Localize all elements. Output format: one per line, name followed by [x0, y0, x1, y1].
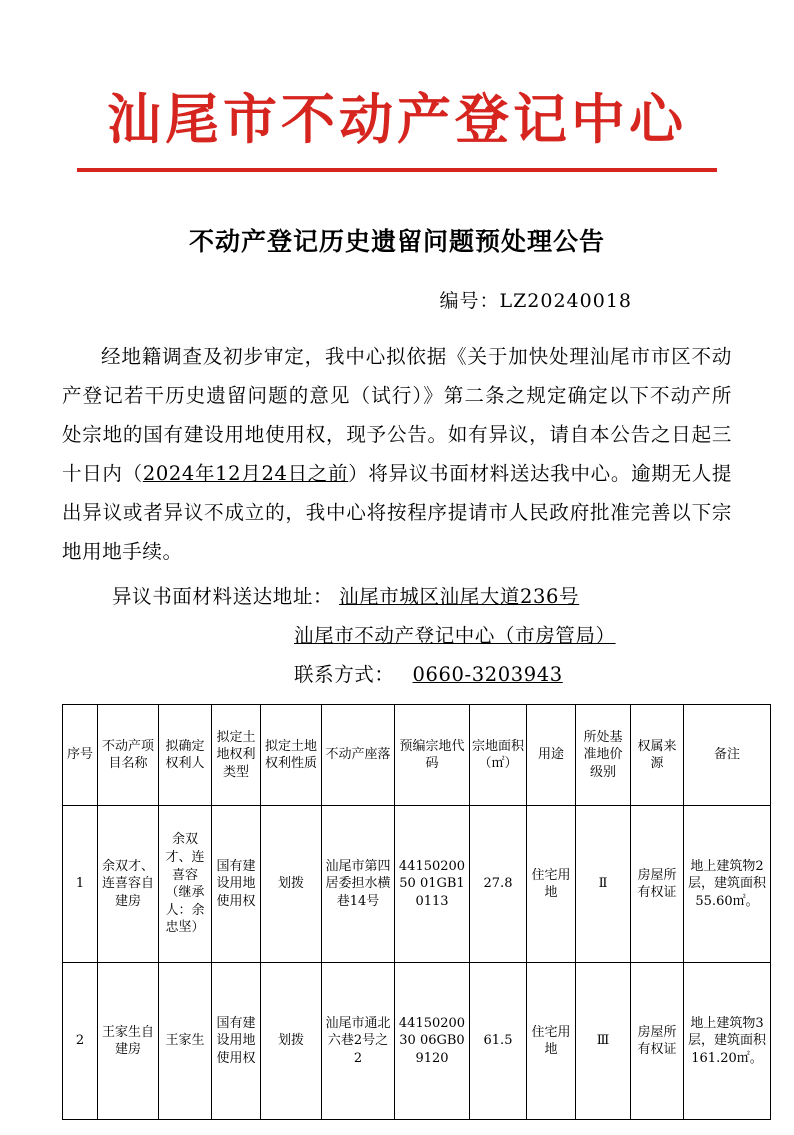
- announcement-paragraph: [62, 337, 732, 571]
- table-header-cell: 用途: [527, 705, 576, 806]
- table-header-cell: 拟确定权利人: [159, 705, 212, 806]
- cell-price-level: Ⅲ: [576, 963, 631, 1120]
- deadline-date: 2024年12月24日之前: [142, 462, 349, 486]
- table-header-cell: 拟定土地权利性质: [261, 705, 322, 806]
- document-number: 编号：LZ20240018: [439, 290, 632, 313]
- table-header-cell: 权属来源: [631, 705, 684, 806]
- cell-parcel-code: 4415020050 01GB10113: [395, 806, 470, 963]
- cell-index: 2: [63, 963, 98, 1120]
- contact-label: 联系方式：: [294, 663, 395, 687]
- table-header-cell: 所处基准地价级别: [576, 705, 631, 806]
- paragraph-part-1: 经地籍调查及初步审定，我中心拟依据《关于加快处理汕尾市市区不动产登记若干历史遗留问题的意见（试行）》第二条之规定确定以下不动产所处宗地的国有建设用地使用权，现予公告。如有异议，请自本公告之日起三十日内（: [62, 345, 732, 486]
- table-row: [63, 806, 771, 963]
- address-line-2: [62, 616, 732, 655]
- table-header-cell: 拟定土地权利类型: [212, 705, 261, 806]
- table-header-cell: 备注: [684, 705, 771, 806]
- cell-location: 汕尾市第四居委担水横巷14号: [322, 806, 395, 963]
- cell-price-level: Ⅱ: [576, 806, 631, 963]
- cell-area: 27.8: [470, 806, 527, 963]
- cell-land-right-nature: 划拨: [261, 806, 322, 963]
- masthead-divider: [77, 168, 717, 172]
- cell-land-right-type: 国有建设用地使用权: [212, 963, 261, 1120]
- table-header-cell: 序号: [63, 705, 98, 806]
- address-block: [62, 577, 732, 694]
- address-line-1: [62, 577, 732, 616]
- property-table: [62, 704, 771, 1120]
- announcement-body: [62, 337, 732, 571]
- cell-right-holder: 余双才、连喜容（继承人：余忠坚）: [159, 806, 212, 963]
- table-header-cell: 宗地面积（㎡）: [470, 705, 527, 806]
- cell-parcel-code: 4415020030 06GB09120: [395, 963, 470, 1120]
- cell-source: 房屋所有权证: [631, 963, 684, 1120]
- contact-line: [62, 655, 732, 694]
- cell-project-name: 余双才、连喜容自建房: [98, 806, 159, 963]
- paragraph-part-2: ）将异议书面材料送达我中心。逾期无人提出异议或者异议不成立的，我中心将按程序提请市人民政府批准完善以下宗地用地手续。: [62, 462, 732, 564]
- page-title: 不动产登记历史遗留问题预处理公告: [188, 227, 605, 257]
- cell-source: 房屋所有权证: [631, 806, 684, 963]
- organization-title: 汕尾市不动产登记中心: [107, 87, 687, 151]
- cell-remark: 地上建筑物3层，建筑面积161.20㎡。: [684, 963, 771, 1120]
- table-header: [63, 705, 771, 806]
- cell-remark: 地上建筑物2层，建筑面积55.60㎡。: [684, 806, 771, 963]
- cell-usage: 住宅用地: [527, 963, 576, 1120]
- cell-project-name: 王家生自建房: [98, 963, 159, 1120]
- cell-usage: 住宅用地: [527, 806, 576, 963]
- table-header-row: [63, 705, 771, 806]
- table-header-cell: 不动产项目名称: [98, 705, 159, 806]
- table-header-cell: 预编宗地代码: [395, 705, 470, 806]
- cell-right-holder: 王家生: [159, 963, 212, 1120]
- address-value-2: 汕尾市不动产登记中心（市房管局）: [294, 624, 616, 648]
- cell-land-right-type: 国有建设用地使用权: [212, 806, 261, 963]
- table-header-cell: 不动产座落: [322, 705, 395, 806]
- cell-location: 汕尾市通北六巷2号之2: [322, 963, 395, 1120]
- cell-land-right-nature: 划拨: [261, 963, 322, 1120]
- table-row: [63, 963, 771, 1120]
- contact-value: 0660-3203943: [412, 663, 563, 687]
- cell-area: 61.5: [470, 963, 527, 1120]
- table-body: [63, 806, 771, 1120]
- address-label: 异议书面材料送达地址：: [112, 585, 334, 609]
- address-value-1: 汕尾市城区汕尾大道236号: [339, 585, 580, 609]
- cell-index: 1: [63, 806, 98, 963]
- masthead: [62, 88, 732, 172]
